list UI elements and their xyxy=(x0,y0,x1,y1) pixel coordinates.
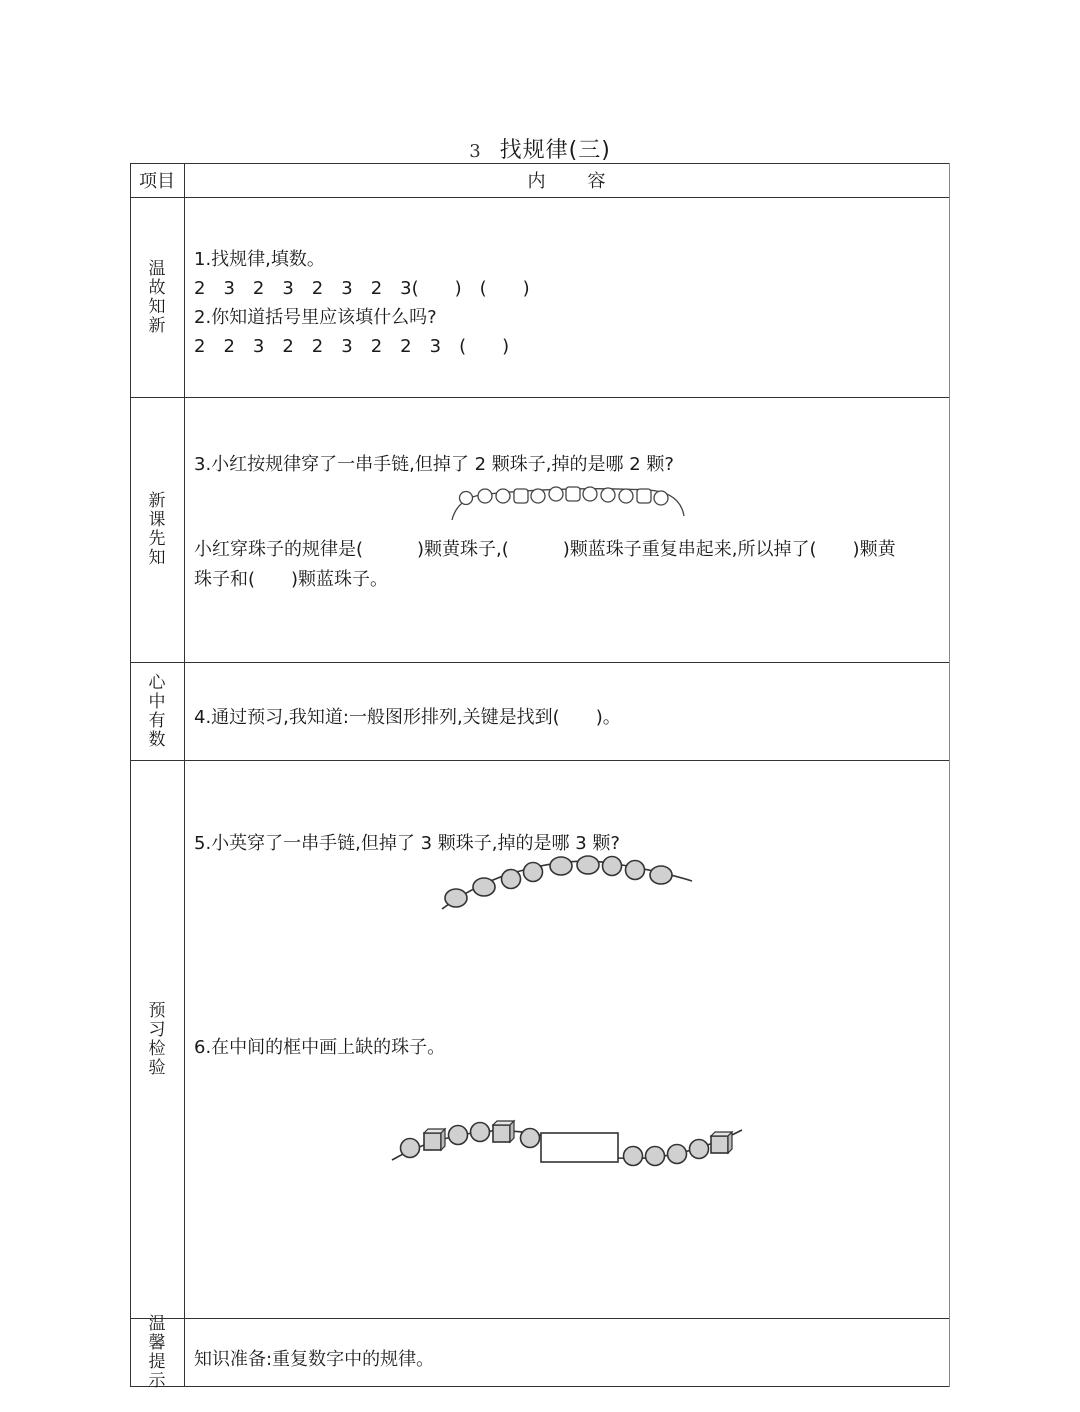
row-divider xyxy=(130,662,950,663)
blank-box xyxy=(541,1133,618,1162)
bracelet-figure-q3 xyxy=(448,478,693,523)
row-divider xyxy=(130,1318,950,1319)
bracelet-figure-q5 xyxy=(440,851,700,911)
table-border-bottom xyxy=(130,1386,950,1387)
row-divider xyxy=(130,760,950,761)
question-5: 5.小英穿了一串手链,但掉了 3 颗珠子,掉的是哪 3 颗? xyxy=(194,833,620,854)
question-2: 2.你知道括号里应该填什么吗? xyxy=(194,307,437,328)
number-sequence-1: 2 3 2 3 2 3 2 3( ) ( ) xyxy=(194,278,530,299)
question-6: 6.在中间的框中画上缺的珠子。 xyxy=(194,1037,446,1058)
answer-line-2: 珠子和( )颗蓝珠子。 xyxy=(194,569,389,590)
row-divider xyxy=(130,197,950,198)
header-item: 项目 xyxy=(139,171,175,192)
row-label-check: 预习检验 xyxy=(148,1000,166,1078)
question-1: 1.找规律,填数。 xyxy=(194,249,325,270)
number-sequence-2: 2 2 3 2 2 3 2 2 3 ( ) xyxy=(194,336,510,357)
worksheet-title xyxy=(0,133,1080,164)
tips-text: 知识准备:重复数字中的规律。 xyxy=(194,1349,435,1370)
lesson-number: 3 xyxy=(469,141,482,162)
row-divider xyxy=(130,397,950,398)
worksheet-table xyxy=(130,163,950,1391)
row-label-new-lesson: 新课先知 xyxy=(148,491,166,568)
answer-line-1: 小红穿珠子的规律是( )颗黄珠子,( )颗蓝珠子重复串起来,所以掉了( )颗黄 xyxy=(194,539,896,560)
header-content: 内 容 xyxy=(527,171,608,192)
row-label-summary: 心中有数 xyxy=(148,672,166,750)
row-label-tips: 温馨提示 xyxy=(148,1313,166,1391)
bracelet-figure-q6 xyxy=(390,1118,750,1168)
question-3: 3.小红按规律穿了一串手链,但掉了 2 颗珠子,掉的是哪 2 颗? xyxy=(194,454,674,475)
table-border-right xyxy=(949,163,950,1387)
column-divider xyxy=(184,163,185,1387)
question-4: 4.通过预习,我知道:一般图形排列,关键是找到( )。 xyxy=(194,707,621,728)
lesson-title: 找规律(三) xyxy=(499,138,611,163)
row-label-review: 温故知新 xyxy=(148,258,166,336)
